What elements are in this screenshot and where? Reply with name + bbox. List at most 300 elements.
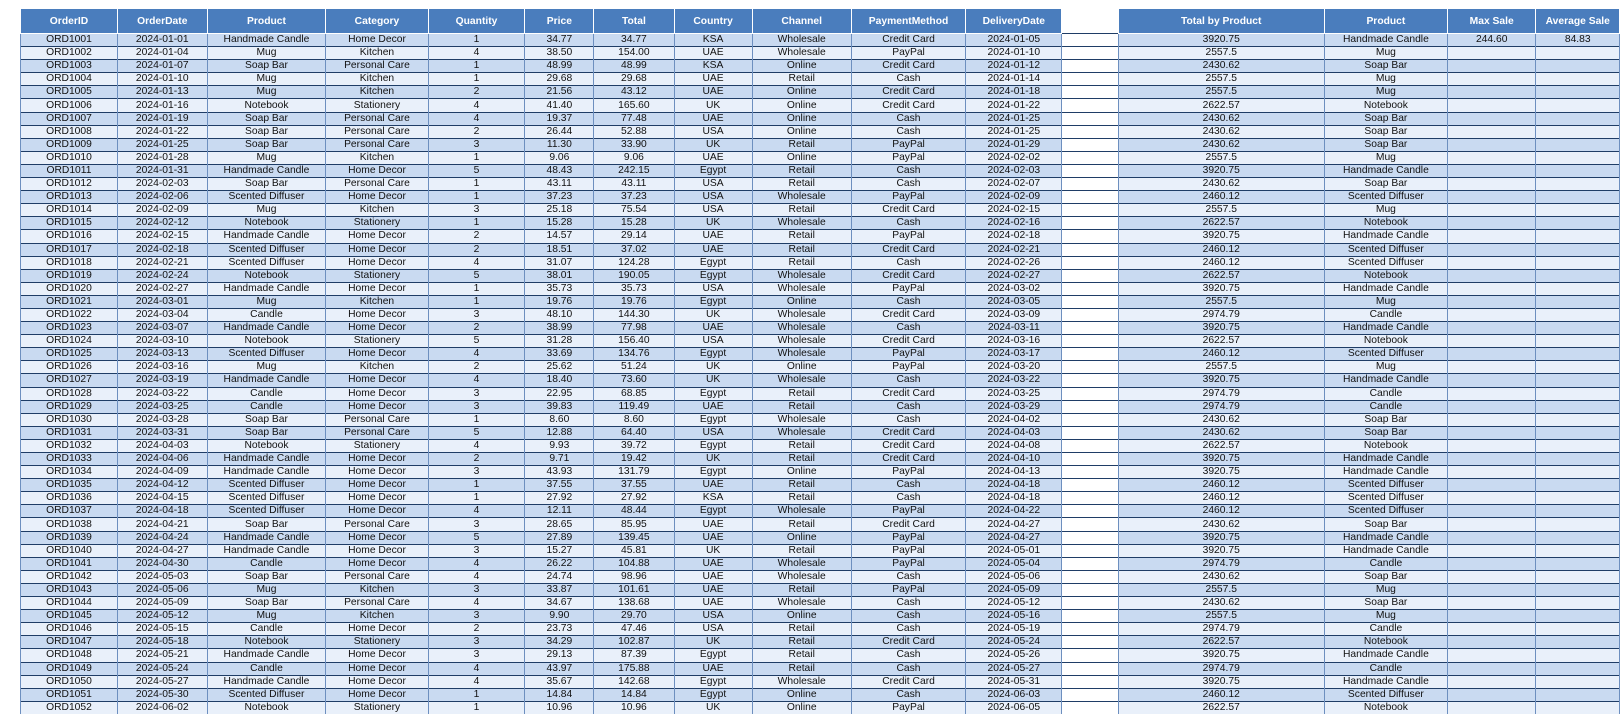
empty-cell[interactable] [1062, 583, 1118, 596]
average-sale-cell[interactable] [1536, 479, 1620, 492]
empty-cell[interactable] [1062, 112, 1118, 125]
total-by-product-cell[interactable]: 3920.75 [1118, 544, 1324, 557]
quantity-cell[interactable]: 2 [428, 322, 525, 335]
quantity-cell[interactable]: 1 [428, 34, 525, 47]
average-sale-cell[interactable] [1536, 282, 1620, 295]
payment-method-cell[interactable]: Cash [851, 623, 966, 636]
quantity-cell[interactable]: 3 [428, 204, 525, 217]
product-summary-cell[interactable]: Candle [1324, 308, 1447, 321]
channel-cell[interactable]: Retail [752, 623, 851, 636]
product-cell[interactable]: Soap Bar [207, 60, 326, 73]
quantity-cell[interactable]: 3 [428, 308, 525, 321]
quantity-cell[interactable]: 1 [428, 178, 525, 191]
category-cell[interactable]: Home Decor [326, 662, 428, 675]
payment-method-cell[interactable]: Credit Card [851, 335, 966, 348]
delivery-date-cell[interactable]: 2024-01-10 [966, 47, 1062, 60]
price-cell[interactable]: 48.99 [525, 60, 594, 73]
price-cell[interactable]: 35.73 [525, 282, 594, 295]
product-summary-cell[interactable]: Handmade Candle [1324, 544, 1447, 557]
category-cell[interactable]: Home Decor [326, 505, 428, 518]
order-date-cell[interactable]: 2024-04-12 [117, 479, 207, 492]
product-cell[interactable]: Mug [207, 583, 326, 596]
order-date-cell[interactable]: 2024-02-03 [117, 178, 207, 191]
max-sale-cell[interactable] [1447, 138, 1536, 151]
order-id-cell[interactable]: ORD1032 [21, 439, 118, 452]
delivery-date-cell[interactable]: 2024-05-12 [966, 597, 1062, 610]
channel-cell[interactable]: Wholesale [752, 374, 851, 387]
max-sale-cell[interactable] [1447, 636, 1536, 649]
total-cell[interactable]: 37.55 [594, 479, 674, 492]
total-cell[interactable]: 43.12 [594, 86, 674, 99]
average-sale-cell[interactable] [1536, 99, 1620, 112]
country-cell[interactable]: Egypt [674, 505, 752, 518]
max-sale-cell[interactable] [1447, 322, 1536, 335]
order-id-cell[interactable]: ORD1015 [21, 217, 118, 230]
product-cell[interactable]: Mug [207, 204, 326, 217]
delivery-date-cell[interactable]: 2024-06-03 [966, 688, 1062, 701]
product-summary-cell[interactable]: Mug [1324, 204, 1447, 217]
average-sale-cell[interactable] [1536, 217, 1620, 230]
payment-method-cell[interactable]: Cash [851, 164, 966, 177]
channel-cell[interactable]: Online [752, 125, 851, 138]
payment-method-cell[interactable]: Credit Card [851, 439, 966, 452]
total-cell[interactable]: 19.42 [594, 453, 674, 466]
quantity-cell[interactable]: 1 [428, 492, 525, 505]
price-cell[interactable]: 8.60 [525, 413, 594, 426]
order-id-cell[interactable]: ORD1022 [21, 308, 118, 321]
price-cell[interactable]: 33.69 [525, 348, 594, 361]
payment-method-cell[interactable]: Cash [851, 662, 966, 675]
channel-cell[interactable]: Online [752, 531, 851, 544]
max-sale-cell[interactable] [1447, 557, 1536, 570]
order-date-cell[interactable]: 2024-05-24 [117, 662, 207, 675]
max-sale-cell[interactable] [1447, 426, 1536, 439]
delivery-date-cell[interactable]: 2024-03-11 [966, 322, 1062, 335]
country-cell[interactable]: UK [674, 217, 752, 230]
max-sale-cell[interactable] [1447, 518, 1536, 531]
category-cell[interactable]: Home Decor [326, 387, 428, 400]
total-cell[interactable]: 15.28 [594, 217, 674, 230]
delivery-date-cell[interactable]: 2024-04-27 [966, 531, 1062, 544]
price-cell[interactable]: 27.92 [525, 492, 594, 505]
product-summary-cell[interactable]: Notebook [1324, 335, 1447, 348]
payment-method-cell[interactable]: PayPal [851, 47, 966, 60]
price-cell[interactable]: 12.11 [525, 505, 594, 518]
country-cell[interactable]: UK [674, 701, 752, 714]
total-by-product-cell[interactable]: 3920.75 [1118, 649, 1324, 662]
total-by-product-cell[interactable]: 3920.75 [1118, 322, 1324, 335]
channel-cell[interactable]: Retail [752, 164, 851, 177]
total-cell[interactable]: 45.81 [594, 544, 674, 557]
max-sale-cell[interactable] [1447, 492, 1536, 505]
order-date-cell[interactable]: 2024-03-16 [117, 361, 207, 374]
empty-cell[interactable] [1062, 610, 1118, 623]
price-cell[interactable]: 37.55 [525, 479, 594, 492]
order-id-cell[interactable]: ORD1020 [21, 282, 118, 295]
empty-cell[interactable] [1062, 191, 1118, 204]
product-summary-cell[interactable]: Mug [1324, 86, 1447, 99]
product-summary-cell[interactable]: Candle [1324, 623, 1447, 636]
delivery-date-cell[interactable]: 2024-02-21 [966, 243, 1062, 256]
empty-cell[interactable] [1062, 60, 1118, 73]
payment-method-cell[interactable]: Credit Card [851, 204, 966, 217]
empty-cell[interactable] [1062, 623, 1118, 636]
price-cell[interactable]: 22.95 [525, 387, 594, 400]
channel-cell[interactable]: Retail [752, 439, 851, 452]
price-cell[interactable]: 19.76 [525, 295, 594, 308]
price-cell[interactable]: 15.27 [525, 544, 594, 557]
channel-cell[interactable]: Online [752, 112, 851, 125]
quantity-cell[interactable]: 4 [428, 256, 525, 269]
category-cell[interactable]: Home Decor [326, 322, 428, 335]
order-date-cell[interactable]: 2024-03-04 [117, 308, 207, 321]
total-by-product-cell[interactable]: 2974.79 [1118, 623, 1324, 636]
product-cell[interactable]: Candle [207, 557, 326, 570]
order-id-cell[interactable]: ORD1039 [21, 531, 118, 544]
product-cell[interactable]: Mug [207, 73, 326, 86]
delivery-date-cell[interactable]: 2024-02-09 [966, 191, 1062, 204]
order-date-cell[interactable]: 2024-02-06 [117, 191, 207, 204]
category-cell[interactable]: Personal Care [326, 597, 428, 610]
total-by-product-cell[interactable]: 2460.12 [1118, 688, 1324, 701]
payment-method-cell[interactable]: Cash [851, 570, 966, 583]
quantity-cell[interactable]: 2 [428, 623, 525, 636]
price-cell[interactable]: 27.89 [525, 531, 594, 544]
empty-cell[interactable] [1062, 439, 1118, 452]
col-header-total[interactable]: Total [594, 9, 674, 34]
order-date-cell[interactable]: 2024-04-06 [117, 453, 207, 466]
average-sale-cell[interactable] [1536, 256, 1620, 269]
product-cell[interactable]: Handmade Candle [207, 164, 326, 177]
average-sale-cell[interactable] [1536, 308, 1620, 321]
product-summary-cell[interactable]: Handmade Candle [1324, 34, 1447, 47]
order-id-cell[interactable]: ORD1004 [21, 73, 118, 86]
category-cell[interactable]: Home Decor [326, 479, 428, 492]
order-id-cell[interactable]: ORD1001 [21, 34, 118, 47]
order-id-cell[interactable]: ORD1003 [21, 60, 118, 73]
country-cell[interactable]: USA [674, 191, 752, 204]
payment-method-cell[interactable]: PayPal [851, 544, 966, 557]
payment-method-cell[interactable]: PayPal [851, 151, 966, 164]
quantity-cell[interactable]: 5 [428, 269, 525, 282]
max-sale-cell[interactable] [1447, 662, 1536, 675]
order-id-cell[interactable]: ORD1033 [21, 453, 118, 466]
order-id-cell[interactable]: ORD1047 [21, 636, 118, 649]
country-cell[interactable]: Egypt [674, 295, 752, 308]
empty-cell[interactable] [1062, 675, 1118, 688]
max-sale-cell[interactable] [1447, 649, 1536, 662]
country-cell[interactable]: Egypt [674, 387, 752, 400]
delivery-date-cell[interactable]: 2024-01-25 [966, 112, 1062, 125]
category-cell[interactable]: Stationery [326, 335, 428, 348]
order-id-cell[interactable]: ORD1051 [21, 688, 118, 701]
channel-cell[interactable]: Wholesale [752, 282, 851, 295]
order-id-cell[interactable]: ORD1036 [21, 492, 118, 505]
total-cell[interactable]: 39.72 [594, 439, 674, 452]
payment-method-cell[interactable]: Credit Card [851, 99, 966, 112]
max-sale-cell[interactable] [1447, 544, 1536, 557]
channel-cell[interactable]: Wholesale [752, 426, 851, 439]
total-cell[interactable]: 102.87 [594, 636, 674, 649]
product-cell[interactable]: Mug [207, 361, 326, 374]
country-cell[interactable]: UAE [674, 557, 752, 570]
quantity-cell[interactable]: 5 [428, 531, 525, 544]
product-cell[interactable]: Soap Bar [207, 518, 326, 531]
max-sale-cell[interactable] [1447, 361, 1536, 374]
col-header-quantity[interactable]: Quantity [428, 9, 525, 34]
delivery-date-cell[interactable]: 2024-01-29 [966, 138, 1062, 151]
empty-cell[interactable] [1062, 505, 1118, 518]
category-cell[interactable]: Home Decor [326, 557, 428, 570]
category-cell[interactable]: Home Decor [326, 675, 428, 688]
price-cell[interactable]: 9.93 [525, 439, 594, 452]
country-cell[interactable]: USA [674, 125, 752, 138]
total-cell[interactable]: 156.40 [594, 335, 674, 348]
product-summary-cell[interactable]: Scented Diffuser [1324, 688, 1447, 701]
product-cell[interactable]: Candle [207, 623, 326, 636]
quantity-cell[interactable]: 3 [428, 466, 525, 479]
average-sale-cell[interactable] [1536, 610, 1620, 623]
delivery-date-cell[interactable]: 2024-05-06 [966, 570, 1062, 583]
empty-cell[interactable] [1062, 138, 1118, 151]
max-sale-cell[interactable] [1447, 505, 1536, 518]
quantity-cell[interactable]: 2 [428, 86, 525, 99]
col-header-product-summary[interactable]: Product [1324, 9, 1447, 34]
max-sale-cell[interactable] [1447, 164, 1536, 177]
order-date-cell[interactable]: 2024-05-06 [117, 583, 207, 596]
product-summary-cell[interactable]: Scented Diffuser [1324, 505, 1447, 518]
total-cell[interactable]: 37.23 [594, 191, 674, 204]
empty-cell[interactable] [1062, 387, 1118, 400]
country-cell[interactable]: Egypt [674, 348, 752, 361]
quantity-cell[interactable]: 1 [428, 479, 525, 492]
order-id-cell[interactable]: ORD1008 [21, 125, 118, 138]
total-by-product-cell[interactable]: 2430.62 [1118, 570, 1324, 583]
total-by-product-cell[interactable]: 2460.12 [1118, 348, 1324, 361]
delivery-date-cell[interactable]: 2024-05-09 [966, 583, 1062, 596]
product-cell[interactable]: Notebook [207, 439, 326, 452]
price-cell[interactable]: 43.93 [525, 466, 594, 479]
average-sale-cell[interactable] [1536, 544, 1620, 557]
product-summary-cell[interactable]: Scented Diffuser [1324, 256, 1447, 269]
price-cell[interactable]: 19.37 [525, 112, 594, 125]
order-id-cell[interactable]: ORD1040 [21, 544, 118, 557]
empty-cell[interactable] [1062, 34, 1118, 47]
category-cell[interactable]: Home Decor [326, 453, 428, 466]
total-cell[interactable]: 33.90 [594, 138, 674, 151]
product-cell[interactable]: Mug [207, 151, 326, 164]
average-sale-cell[interactable] [1536, 557, 1620, 570]
delivery-date-cell[interactable]: 2024-04-13 [966, 466, 1062, 479]
average-sale-cell[interactable] [1536, 675, 1620, 688]
total-cell[interactable]: 175.88 [594, 662, 674, 675]
product-cell[interactable]: Handmade Candle [207, 34, 326, 47]
order-date-cell[interactable]: 2024-05-18 [117, 636, 207, 649]
order-date-cell[interactable]: 2024-04-24 [117, 531, 207, 544]
total-cell[interactable]: 37.02 [594, 243, 674, 256]
channel-cell[interactable]: Retail [752, 518, 851, 531]
channel-cell[interactable]: Retail [752, 204, 851, 217]
category-cell[interactable]: Home Decor [326, 230, 428, 243]
category-cell[interactable]: Stationery [326, 269, 428, 282]
quantity-cell[interactable]: 1 [428, 151, 525, 164]
price-cell[interactable]: 31.07 [525, 256, 594, 269]
total-cell[interactable]: 144.30 [594, 308, 674, 321]
product-summary-cell[interactable]: Candle [1324, 557, 1447, 570]
empty-cell[interactable] [1062, 335, 1118, 348]
product-cell[interactable]: Soap Bar [207, 112, 326, 125]
country-cell[interactable]: UAE [674, 47, 752, 60]
col-header-average-sale[interactable]: Average Sale [1536, 9, 1620, 34]
order-date-cell[interactable]: 2024-02-27 [117, 282, 207, 295]
order-date-cell[interactable]: 2024-02-09 [117, 204, 207, 217]
quantity-cell[interactable]: 5 [428, 164, 525, 177]
payment-method-cell[interactable]: Credit Card [851, 34, 966, 47]
payment-method-cell[interactable]: Credit Card [851, 636, 966, 649]
max-sale-cell[interactable] [1447, 400, 1536, 413]
price-cell[interactable]: 33.87 [525, 583, 594, 596]
average-sale-cell[interactable] [1536, 518, 1620, 531]
payment-method-cell[interactable]: Cash [851, 256, 966, 269]
empty-cell[interactable] [1062, 86, 1118, 99]
price-cell[interactable]: 31.28 [525, 335, 594, 348]
category-cell[interactable]: Home Decor [326, 348, 428, 361]
order-date-cell[interactable]: 2024-02-24 [117, 269, 207, 282]
product-summary-cell[interactable]: Mug [1324, 73, 1447, 86]
channel-cell[interactable]: Wholesale [752, 191, 851, 204]
delivery-date-cell[interactable]: 2024-01-18 [966, 86, 1062, 99]
order-id-cell[interactable]: ORD1002 [21, 47, 118, 60]
product-summary-cell[interactable]: Handmade Candle [1324, 466, 1447, 479]
order-date-cell[interactable]: 2024-05-21 [117, 649, 207, 662]
delivery-date-cell[interactable]: 2024-05-26 [966, 649, 1062, 662]
payment-method-cell[interactable]: Credit Card [851, 60, 966, 73]
price-cell[interactable]: 18.51 [525, 243, 594, 256]
delivery-date-cell[interactable]: 2024-02-27 [966, 269, 1062, 282]
country-cell[interactable]: UAE [674, 662, 752, 675]
total-cell[interactable]: 124.28 [594, 256, 674, 269]
order-id-cell[interactable]: ORD1009 [21, 138, 118, 151]
quantity-cell[interactable]: 4 [428, 112, 525, 125]
price-cell[interactable]: 9.06 [525, 151, 594, 164]
total-by-product-cell[interactable]: 2430.62 [1118, 178, 1324, 191]
quantity-cell[interactable]: 4 [428, 374, 525, 387]
max-sale-cell[interactable] [1447, 570, 1536, 583]
order-date-cell[interactable]: 2024-03-31 [117, 426, 207, 439]
order-date-cell[interactable]: 2024-01-19 [117, 112, 207, 125]
total-by-product-cell[interactable]: 2430.62 [1118, 413, 1324, 426]
quantity-cell[interactable]: 1 [428, 60, 525, 73]
channel-cell[interactable]: Online [752, 151, 851, 164]
product-summary-cell[interactable]: Scented Diffuser [1324, 479, 1447, 492]
delivery-date-cell[interactable]: 2024-01-25 [966, 125, 1062, 138]
category-cell[interactable]: Stationery [326, 99, 428, 112]
max-sale-cell[interactable] [1447, 688, 1536, 701]
order-date-cell[interactable]: 2024-03-10 [117, 335, 207, 348]
payment-method-cell[interactable]: PayPal [851, 505, 966, 518]
max-sale-cell[interactable] [1447, 413, 1536, 426]
col-header-delivery-date[interactable]: DeliveryDate [966, 9, 1062, 34]
delivery-date-cell[interactable]: 2024-05-24 [966, 636, 1062, 649]
price-cell[interactable]: 43.11 [525, 178, 594, 191]
country-cell[interactable]: UK [674, 544, 752, 557]
product-cell[interactable]: Scented Diffuser [207, 243, 326, 256]
channel-cell[interactable]: Retail [752, 178, 851, 191]
order-date-cell[interactable]: 2024-02-15 [117, 230, 207, 243]
price-cell[interactable]: 34.67 [525, 597, 594, 610]
product-cell[interactable]: Handmade Candle [207, 453, 326, 466]
order-id-cell[interactable]: ORD1029 [21, 400, 118, 413]
total-by-product-cell[interactable]: 3920.75 [1118, 531, 1324, 544]
product-cell[interactable]: Soap Bar [207, 178, 326, 191]
empty-cell[interactable] [1062, 322, 1118, 335]
average-sale-cell[interactable] [1536, 138, 1620, 151]
max-sale-cell[interactable] [1447, 439, 1536, 452]
order-id-cell[interactable]: ORD1031 [21, 426, 118, 439]
channel-cell[interactable]: Online [752, 610, 851, 623]
price-cell[interactable]: 25.62 [525, 361, 594, 374]
category-cell[interactable]: Home Decor [326, 243, 428, 256]
quantity-cell[interactable]: 2 [428, 243, 525, 256]
channel-cell[interactable]: Retail [752, 492, 851, 505]
order-id-cell[interactable]: ORD1026 [21, 361, 118, 374]
empty-cell[interactable] [1062, 426, 1118, 439]
order-date-cell[interactable]: 2024-04-03 [117, 439, 207, 452]
order-date-cell[interactable]: 2024-01-04 [117, 47, 207, 60]
product-summary-cell[interactable]: Handmade Candle [1324, 282, 1447, 295]
delivery-date-cell[interactable]: 2024-03-17 [966, 348, 1062, 361]
empty-cell[interactable] [1062, 544, 1118, 557]
quantity-cell[interactable]: 5 [428, 426, 525, 439]
total-cell[interactable]: 64.40 [594, 426, 674, 439]
category-cell[interactable]: Kitchen [326, 73, 428, 86]
quantity-cell[interactable]: 5 [428, 335, 525, 348]
average-sale-cell[interactable] [1536, 688, 1620, 701]
delivery-date-cell[interactable]: 2024-02-15 [966, 204, 1062, 217]
payment-method-cell[interactable]: Credit Card [851, 243, 966, 256]
payment-method-cell[interactable]: Cash [851, 400, 966, 413]
order-id-cell[interactable]: ORD1050 [21, 675, 118, 688]
delivery-date-cell[interactable]: 2024-03-16 [966, 335, 1062, 348]
product-summary-cell[interactable]: Mug [1324, 295, 1447, 308]
category-cell[interactable]: Home Decor [326, 191, 428, 204]
country-cell[interactable]: UAE [674, 151, 752, 164]
payment-method-cell[interactable]: Cash [851, 688, 966, 701]
country-cell[interactable]: UAE [674, 86, 752, 99]
order-date-cell[interactable]: 2024-03-22 [117, 387, 207, 400]
delivery-date-cell[interactable]: 2024-06-05 [966, 701, 1062, 714]
empty-cell[interactable] [1062, 47, 1118, 60]
payment-method-cell[interactable]: PayPal [851, 701, 966, 714]
total-cell[interactable]: 165.60 [594, 99, 674, 112]
category-cell[interactable]: Home Decor [326, 308, 428, 321]
delivery-date-cell[interactable]: 2024-01-14 [966, 73, 1062, 86]
max-sale-cell[interactable] [1447, 374, 1536, 387]
total-by-product-cell[interactable]: 2557.5 [1118, 204, 1324, 217]
product-summary-cell[interactable]: Scented Diffuser [1324, 191, 1447, 204]
order-id-cell[interactable]: ORD1049 [21, 662, 118, 675]
total-cell[interactable]: 19.76 [594, 295, 674, 308]
col-header-max-sale[interactable]: Max Sale [1447, 9, 1536, 34]
average-sale-cell[interactable] [1536, 86, 1620, 99]
channel-cell[interactable]: Retail [752, 256, 851, 269]
product-cell[interactable]: Handmade Candle [207, 531, 326, 544]
total-cell[interactable]: 134.76 [594, 348, 674, 361]
col-header-channel[interactable]: Channel [752, 9, 851, 34]
price-cell[interactable]: 14.57 [525, 230, 594, 243]
category-cell[interactable]: Kitchen [326, 295, 428, 308]
price-cell[interactable]: 34.77 [525, 34, 594, 47]
